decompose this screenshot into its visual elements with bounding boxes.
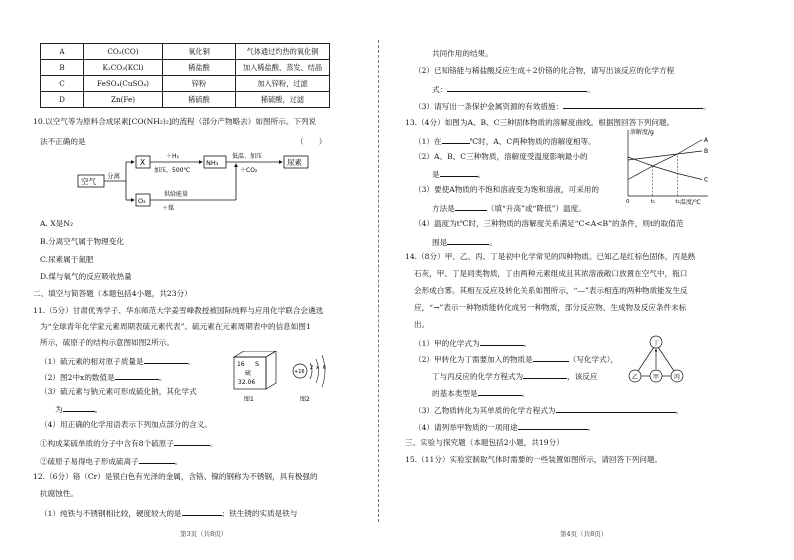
answer-blank[interactable] [447, 84, 587, 92]
q11-sub4b [40, 456, 182, 466]
q14-sub1-text: （1）甲的化学式为 [414, 339, 480, 348]
option-c: C.尿素属于氮肥 [40, 255, 94, 264]
q13-sub1a-text: （1）在 [414, 137, 442, 146]
q11-sub2 [40, 372, 166, 382]
cond1-label: 加压，500℃ [154, 167, 191, 174]
q11-sub4a-text: ①构成某硫单质的分子中含有8个硫原子 [40, 439, 174, 448]
q12-sub1b-text: ；铁生锈的实质是铁与 [221, 509, 298, 518]
answer-blank[interactable] [440, 169, 478, 177]
answer-blank[interactable] [455, 203, 487, 211]
answer-blank[interactable] [523, 371, 567, 379]
sulfur-cell-figure [228, 351, 280, 407]
q13-sub1 [414, 136, 596, 146]
answer-blank[interactable] [442, 136, 470, 144]
table-cell: FeSO₄(CuSO₄) [84, 76, 163, 92]
element-symbol: S [255, 360, 260, 368]
q11-sub3: （3）硫元素与钠元素可形成硫化钠，其化学式 [40, 387, 197, 396]
q12-sub2: （2）已知铬能与稀盐酸反应生成＋2价铬的化合物，请写出该反应的化学方程 [414, 66, 675, 75]
shell-arc [322, 355, 325, 387]
separate-label: 分离 [107, 172, 120, 180]
table-row [41, 76, 330, 92]
q12-sub2b [432, 84, 595, 94]
answer-blank[interactable] [447, 237, 489, 245]
table-cell: D [41, 92, 84, 108]
answer-blank[interactable] [518, 422, 588, 430]
element-name: 硫 [245, 370, 252, 377]
period: 。 [523, 339, 532, 348]
air-label: 空气 [81, 177, 96, 186]
q10-stem-2: 法不正确的是 [40, 137, 86, 146]
q13-stem: 13.（4分）如图为A、B、C三种固体物质的溶解度曲线。根据图回答下列问题。 [405, 118, 675, 127]
q11-stem-2: 为“全球青年化学家元素周期表硫元素代表”。硫元素在元素周期表中的信息如图1 [40, 322, 311, 331]
jia-label: 甲 [653, 374, 660, 381]
q14-sub4-text: （4）请列举甲物质的一项用途 [414, 423, 518, 432]
option-d: D.煤与氧气的反应吸收热量 [40, 272, 132, 281]
q13-sub2: （2）A、B、C三种物质，溶解度受温度影响最小的 [414, 152, 588, 161]
answer-blank[interactable] [533, 354, 569, 362]
answer-blank[interactable] [174, 438, 210, 446]
table-cell: 气体通过灼热的氧化铜 [236, 44, 330, 60]
atomic-number: 16 [237, 361, 245, 368]
q12-sub2b-text: 式： [432, 85, 448, 94]
q11-sub1 [40, 356, 195, 366]
q12-stem-1: 12.（6分）铬（Cr）是银白色有光泽的金属，含铬、镍的钢称为不锈钢，具有极强的 [33, 472, 318, 481]
table-cell: 加入锌粉，过滤 [236, 76, 330, 92]
q14-sub2e-text: 的基本类型是 [432, 389, 478, 398]
q14-sub2e [432, 388, 529, 398]
relation-line [638, 347, 654, 371]
q13-sub3b-text: 方法是 [432, 204, 455, 213]
q14-sub1 [414, 338, 531, 348]
period: 。 [174, 457, 183, 466]
period: 。 [477, 170, 486, 179]
q14-sub4 [414, 422, 595, 432]
q12-sub1 [40, 508, 297, 518]
series-line-a [628, 140, 702, 180]
coal-label: ＋煤 [162, 205, 175, 212]
q14-sub2b-text: （写化学式）， [568, 355, 619, 364]
table-cell: 稀硫酸 [163, 92, 236, 108]
q14-stem-5: 出。 [414, 320, 430, 329]
answer-paren: （ ） [296, 137, 327, 146]
series-label-c: C [704, 176, 709, 184]
substance-relation-diagram [627, 333, 685, 385]
shell-arc [316, 359, 319, 383]
option-a: A. X是N₂ [40, 219, 74, 228]
table-row [41, 60, 330, 76]
q15-stem: 15.（11分）实验室制取气体时需要的一些装置如图所示，请回答下列问题。 [405, 455, 663, 464]
q14-sub2c [432, 371, 598, 381]
q13-sub3: （3）要使A物质的不饱和溶液变为饱和溶液，可采用的 [414, 185, 599, 194]
answer-table [40, 43, 330, 108]
table-cell: Zn(Fe) [84, 92, 163, 108]
urea-label: 尿素 [287, 158, 302, 167]
q11-sub4a [40, 438, 218, 448]
answer-blank[interactable] [115, 372, 159, 380]
fig1-caption: 图1 [244, 396, 254, 403]
h2-label: ＋H₂ [166, 153, 179, 160]
q13-sub2b [432, 169, 485, 179]
q13-sub3c-text: （填“升高”或“降低”）温度。 [486, 204, 586, 213]
q14-sub3 [414, 405, 683, 415]
q13-sub4b [432, 237, 497, 247]
electron-count: 2 [310, 365, 314, 371]
x-tick-label: t₂ [675, 199, 680, 205]
answer-blank[interactable] [478, 388, 522, 396]
answer-blank[interactable] [182, 508, 222, 516]
column-divider [378, 40, 379, 522]
q13-sub4b-text: 围是 [432, 238, 448, 247]
x-tick-label: t₁ [650, 199, 656, 205]
solubility-chart [622, 126, 714, 206]
cube-side [266, 351, 276, 389]
fig2-caption: 图2 [300, 396, 310, 403]
period: 。 [489, 238, 497, 247]
q13-sub2b-text: 是 [432, 170, 440, 179]
ding-label: 丁 [653, 340, 660, 347]
urea-flow-diagram [74, 150, 334, 212]
table-row [41, 92, 330, 108]
q14-sub2-text: （2）甲转化为丁需要加入的物质是 [414, 355, 533, 364]
q11-stem-1: 11.（5分）甘肃优秀学子、华东师范大学姜雪峰教授被国际纯粹与应用化学联合会遴选 [33, 306, 324, 315]
table-cell: 氧化铜 [163, 44, 236, 60]
q11-sub2-text: （2）图2中x的数值是 [40, 373, 115, 382]
nh3-label: NH₃ [206, 159, 219, 167]
y-axis-label: 溶解度/g [630, 129, 654, 136]
section-3-heading: 三、实验与探究题（本题包括2小题，共19分） [405, 438, 564, 447]
answer-blank[interactable] [480, 338, 524, 346]
answer-blank[interactable] [144, 356, 188, 364]
cond2-label: 低温、加压 [232, 153, 263, 160]
table-cell: 稀硫酸，过滤 [236, 92, 330, 108]
series-line-b [628, 151, 702, 160]
table-cell: CO₂(CO) [84, 44, 163, 60]
table-cell: 锌粉 [163, 76, 236, 92]
period: 。 [209, 439, 218, 448]
q11-sub3b-text: 为 [55, 405, 63, 414]
table-cell: 加入稀盐酸、蒸发、结晶 [236, 60, 330, 76]
relation-line [658, 347, 674, 371]
q11-sub1-text: （1）硫元素的相对原子质量是 [40, 357, 144, 366]
q12-cont: 共同作用的结果。 [432, 49, 493, 58]
o2-label: O₂ [138, 197, 146, 205]
table-cell: B [41, 60, 84, 76]
period: 。 [521, 389, 530, 398]
energy-label: 供给能量 [164, 191, 189, 198]
period: 。 [187, 357, 196, 366]
q14-stem-4: 应，“→”表示一种物质能转化成另一种物质，部分反应物、生成物及反应条件未标 [414, 303, 687, 312]
table-cell: A [41, 44, 84, 60]
atomic-mass: 32.06 [238, 379, 256, 386]
electron-count: x [316, 365, 319, 371]
q14-stem-3: 会形成白雾。其相互反应及转化关系如图所示，“—”表示相连的两种物质能发生反 [414, 286, 688, 295]
table-cell: K₂CO₃(KCl) [84, 60, 163, 76]
table-row [41, 44, 330, 60]
q13-sub4: （4）温度为t℃时，三种物质的溶解度关系满足“C<A<B”的条件，则t的取值范 [414, 219, 684, 228]
period: 。 [587, 423, 596, 432]
answer-blank[interactable] [556, 405, 676, 413]
table-cell: C [41, 76, 84, 92]
series-label-a: A [704, 136, 709, 144]
period: 。 [703, 102, 711, 111]
q14-sub2 [414, 354, 618, 364]
x-label: X [140, 158, 146, 167]
section-2-heading: 二、填空与简答题（本题包括4小题，共23分） [33, 289, 192, 298]
yi-label: 乙 [632, 374, 639, 381]
q12-sub3 [414, 101, 711, 111]
answer-blank[interactable] [63, 404, 95, 412]
q14-sub2d-text: ，该反应 [567, 372, 598, 381]
q14-sub3-text: （3）乙物质转化为其单质的化学方程式为 [414, 406, 556, 415]
answer-blank[interactable] [563, 101, 703, 109]
x-tick-label: 0 [626, 199, 630, 205]
q12-stem-2: 抗腐蚀性。 [40, 489, 78, 498]
period: 。 [94, 405, 103, 414]
nucleus-charge: +16 [294, 369, 305, 375]
electron-count: 6 [323, 365, 327, 371]
q14-sub2c-text: 丁与丙反应的化学方程式为 [432, 372, 524, 381]
period: 。 [158, 373, 167, 382]
q11-stem-3: 所示，硫原子的结构示意图如图2所示。 [40, 338, 174, 347]
period: 。 [587, 85, 595, 94]
option-b: B.分离空气属于物理变化 [40, 237, 124, 246]
q14-stem-2: 石灰，甲、丁是同类物质，丁由两种元素组成且其浓溶液敞口放置在空气中，瓶口 [414, 269, 688, 278]
q11-sub3b [55, 404, 102, 414]
table-cell: 稀盐酸 [163, 60, 236, 76]
period: 。 [675, 406, 684, 415]
q13-sub1b-text: ℃时，A、C两种物质的溶解度相等。 [469, 137, 596, 146]
page-number-left: 第3页（共8页） [180, 530, 228, 538]
x-axis-label: 温度/℃ [680, 199, 701, 206]
q13-sub3b [432, 203, 586, 213]
cube-top [234, 351, 276, 357]
q11-sub4b-text: ②硫原子易得电子形成硫离子 [40, 457, 139, 466]
co2-label: ＋CO₂ [240, 167, 258, 174]
q14-stem-1: 14.（8分）甲、乙、丙、丁是初中化学常见的四种物质。已知乙是红棕色固体，丙是熟 [405, 252, 696, 261]
q11-sub4: （4）用正确的化学用语表示下列加点部分的含义。 [40, 420, 212, 429]
q12-sub3-text: （3）请写出一条保护金属资源的有效措施： [414, 102, 564, 111]
answer-blank[interactable] [139, 456, 175, 464]
q12-sub1-text: （1）纯铁与不锈钢相比较，硬度较大的是 [40, 509, 182, 518]
q10-stem: 10.以空气等为原料合成尿素[CO(NH₂)₂]的流程（部分产物略去）如图所示。下列说 [33, 117, 317, 126]
bing-label: 丙 [674, 374, 681, 381]
series-label-b: B [704, 148, 709, 155]
page-number-right: 第4页（共8页） [560, 530, 608, 538]
sulfur-atom-figure [290, 351, 336, 407]
